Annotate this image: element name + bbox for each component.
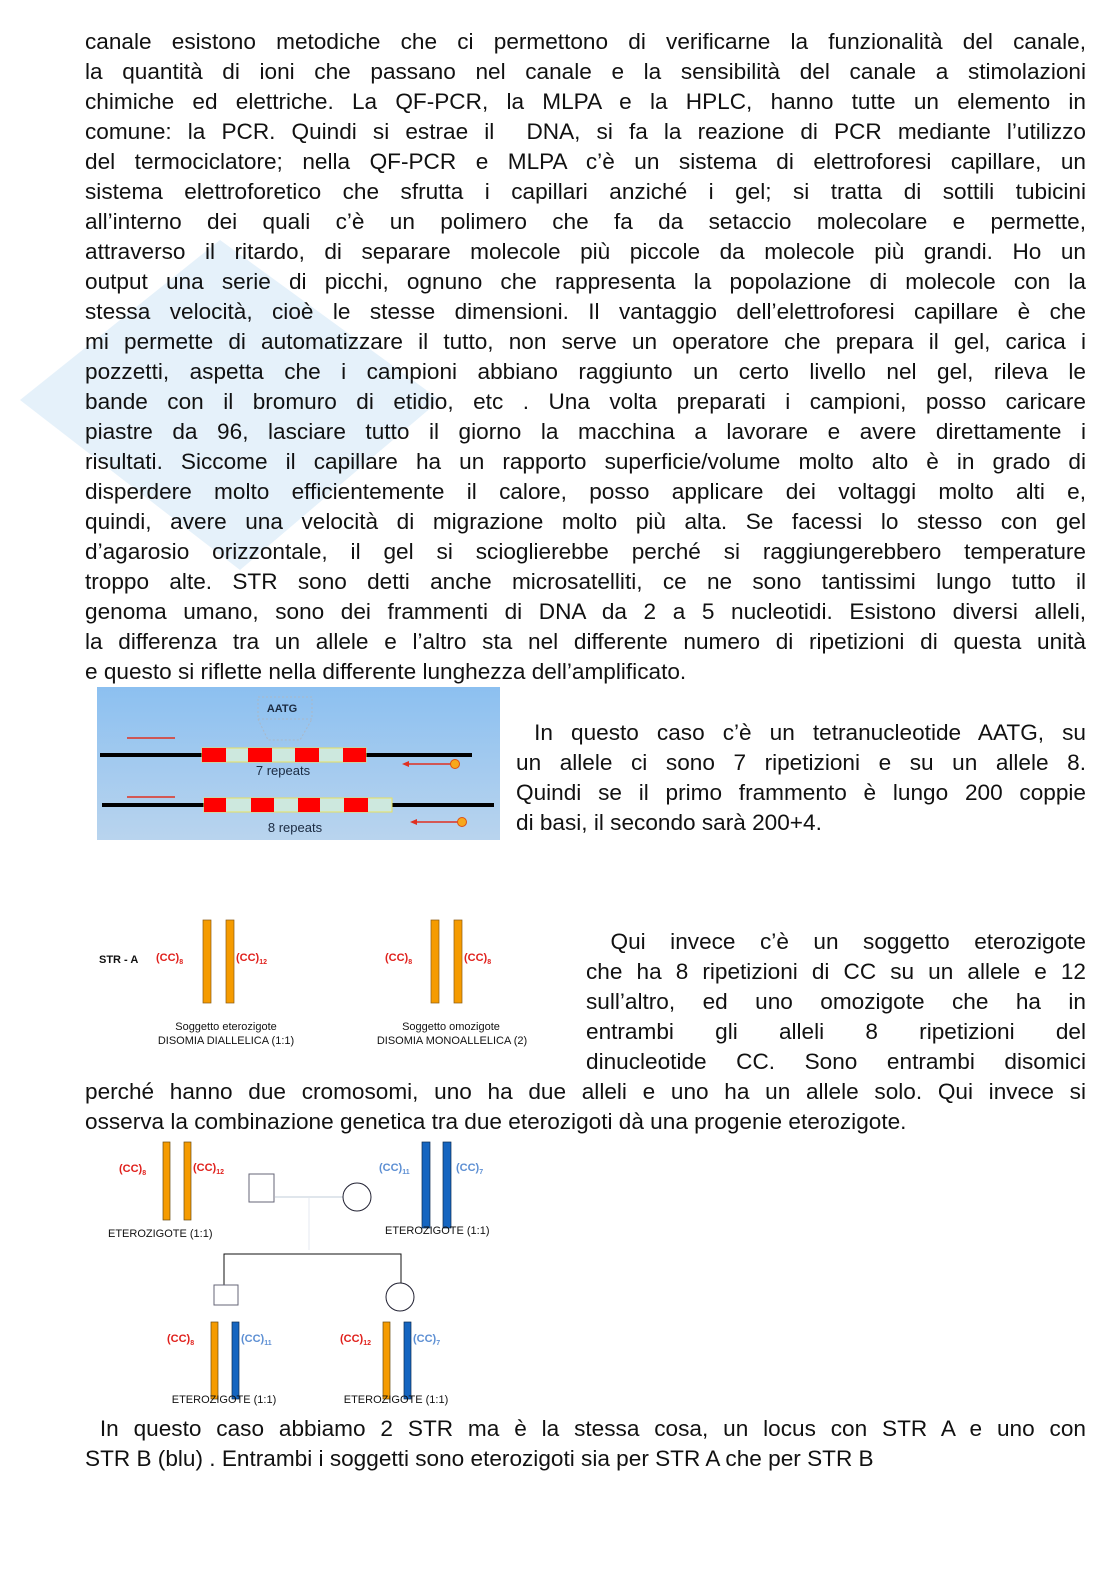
text-line: STR B (blu) . Entrambi i soggetti sono eterozigoti sia per STR A che per STR B [85,1446,874,1471]
allele-label: $(CC)_7$ [413,1333,441,1347]
caption: Soggetto eterozigote [175,1021,277,1033]
caption: Soggetto omozigote [402,1021,500,1033]
text-line: attraverso il ritardo, di separare molecole più piccole da molecole più grandi. Ho un [85,239,1086,264]
text-line: bande con il bromuro di etidio, etc . Una volta preparati i campioni, posso caricare [85,389,1086,414]
allele-label: $(CC)_{12}$ [340,1333,372,1347]
text-line: la quantità di ioni che passano nel canale e la sensibilità del canale a stimolazioni [85,59,1086,84]
text-line: Qui invece c’è un soggetto eterozigote [586,929,1086,954]
text-line: sistema elettroforetico che sfrutta i capillari anziché i gel; si tratta di sottili tubicini [85,179,1086,204]
allele-label: $(CC)_7$ [456,1162,484,1176]
son-square-icon [214,1285,238,1305]
text-line: del termociclatore; nella QF-PCR e MLPA c’è un sistema di elettroforesi capillare, un [85,149,1086,174]
text-line: troppo alte. STR sono detti anche microsatelliti, ce ne sono tantissimi lungo tutto il [85,569,1086,594]
text-line: In questo caso c’è un tetranucleotide AATG, su [516,720,1086,745]
text-line: la differenza tra un allele e l’altro sta nel differente numero di ripetizioni di questa unità [85,629,1086,654]
allele-label: $(CC)_{12}$ [236,952,268,966]
text-line: output una serie di picchi, ognuno che rappresenta la popolazione di molecole con la [85,269,1086,294]
text-line: che ha 8 ripetizioni di CC su un allele e 12 [586,959,1086,984]
daughter-circle-icon [386,1283,414,1311]
allele-label: $(CC)_8$ [464,952,492,966]
caption: ETEROZIGOTE (1:1) [385,1225,490,1237]
text-line: canale esistono metodiche che ci permettono di verificarne la funzionalità del canale, [85,29,1086,54]
text-line: di basi, il secondo sarà 200+4. [516,810,822,835]
father-square-icon [249,1174,274,1202]
text-line: mi permette di automatizzare il tutto, non serve un operatore che prepara il gel, carica i [85,329,1086,354]
mother-circle-icon [343,1183,371,1211]
text-line: comune: la PCR. Quindi si estrae il DNA, si fa la reazione di PCR mediante l’utilizzo [85,119,1086,144]
text-line: pozzetti, aspetta che i campioni abbiano raggiunto un certo livello nel gel, rileva le [85,359,1086,384]
seven-repeats-label: 7 repeats [255,763,311,778]
text-line: d’agarosio orizzontale, il gel si scioglierebbe perché si raggiungerebbero temperature [85,539,1086,564]
caption: ETEROZIGOTE (1:1) [171,1394,277,1406]
text-line: chimiche ed elettriche. La QF-PCR, la MLPA e la HPLC, hanno tutte un elemento in [85,89,1086,114]
caption: DISOMIA MONOALLELICA (2) [376,1035,528,1047]
allele-label: $(CC)_{11}$ [241,1333,272,1347]
text-line: disperdere molto efficientemente il calore, posso applicare dei voltaggi molto alti e, [85,479,1086,504]
allele-label: $(CC)_8$ [385,952,413,966]
eight-repeats-label: 8 repeats [267,820,323,835]
locus-label: STR - A [99,954,139,966]
figure-str-a [99,920,527,1047]
caption: ETEROZIGOTE (1:1) [108,1228,213,1240]
text-line: un allele ci sono 7 ripetizioni e su un allele 8. [516,750,1086,775]
figure-pedigree [108,1142,490,1406]
allele-label: $(CC)_{11}$ [379,1162,410,1176]
motif-label: AATG [266,703,298,715]
allele-label: $(CC)_8$ [119,1163,147,1177]
text-line: risultati. Siccome il capillare ha un rapporto superficie/volume molto alto è in grado di [85,449,1086,474]
text-line: osserva la combinazione genetica tra due eterozigoti dà una progenie eterozigote. [85,1109,907,1134]
allele-label: $(CC)_{12}$ [193,1162,225,1176]
caption: DISOMIA DIALLELICA (1:1) [157,1035,295,1047]
text-line: piastre da 96, lasciare tutto il giorno la macchina a lavorare e avere direttamente i [85,419,1086,444]
text-line: genoma umano, sono dei frammenti di DNA da 2 a 5 nucleotidi. Esistono diversi alleli, [85,599,1086,624]
figure-str-repeats [97,687,500,840]
text-line: perché hanno due cromosomi, uno ha due alleli e uno ha un allele solo. Qui invece si [85,1079,1086,1104]
text-line: entrambi gli alleli 8 ripetizioni del [586,1019,1086,1044]
allele-label: $(CC)_8$ [167,1333,195,1347]
text-line: all’interno dei quali c’è un polimero che fa da setaccio molecolare e permette, [85,209,1086,234]
text-line: quindi, avere una velocità di migrazione molto più alta. Se facessi lo stesso con gel [85,509,1086,534]
caption: ETEROZIGOTE (1:1) [343,1394,449,1406]
text-line: dinucleotide CC. Sono entrambi disomici [586,1049,1086,1074]
text-line: e questo si riflette nella differente lunghezza dell’amplificato. [85,659,687,684]
allele-label: $(CC)_8$ [156,952,184,966]
text-line: stessa velocità, cioè le stesse dimensioni. Il vantaggio dell’elettroforesi capillare è che [85,299,1086,324]
text-line: Quindi se il primo frammento è lungo 200 coppie [516,780,1086,805]
text-line: In questo caso abbiamo 2 STR ma è la stessa cosa, un locus con STR A e uno con [85,1416,1086,1441]
text-line: sull’altro, ed uno omozigote che ha in [586,989,1086,1014]
